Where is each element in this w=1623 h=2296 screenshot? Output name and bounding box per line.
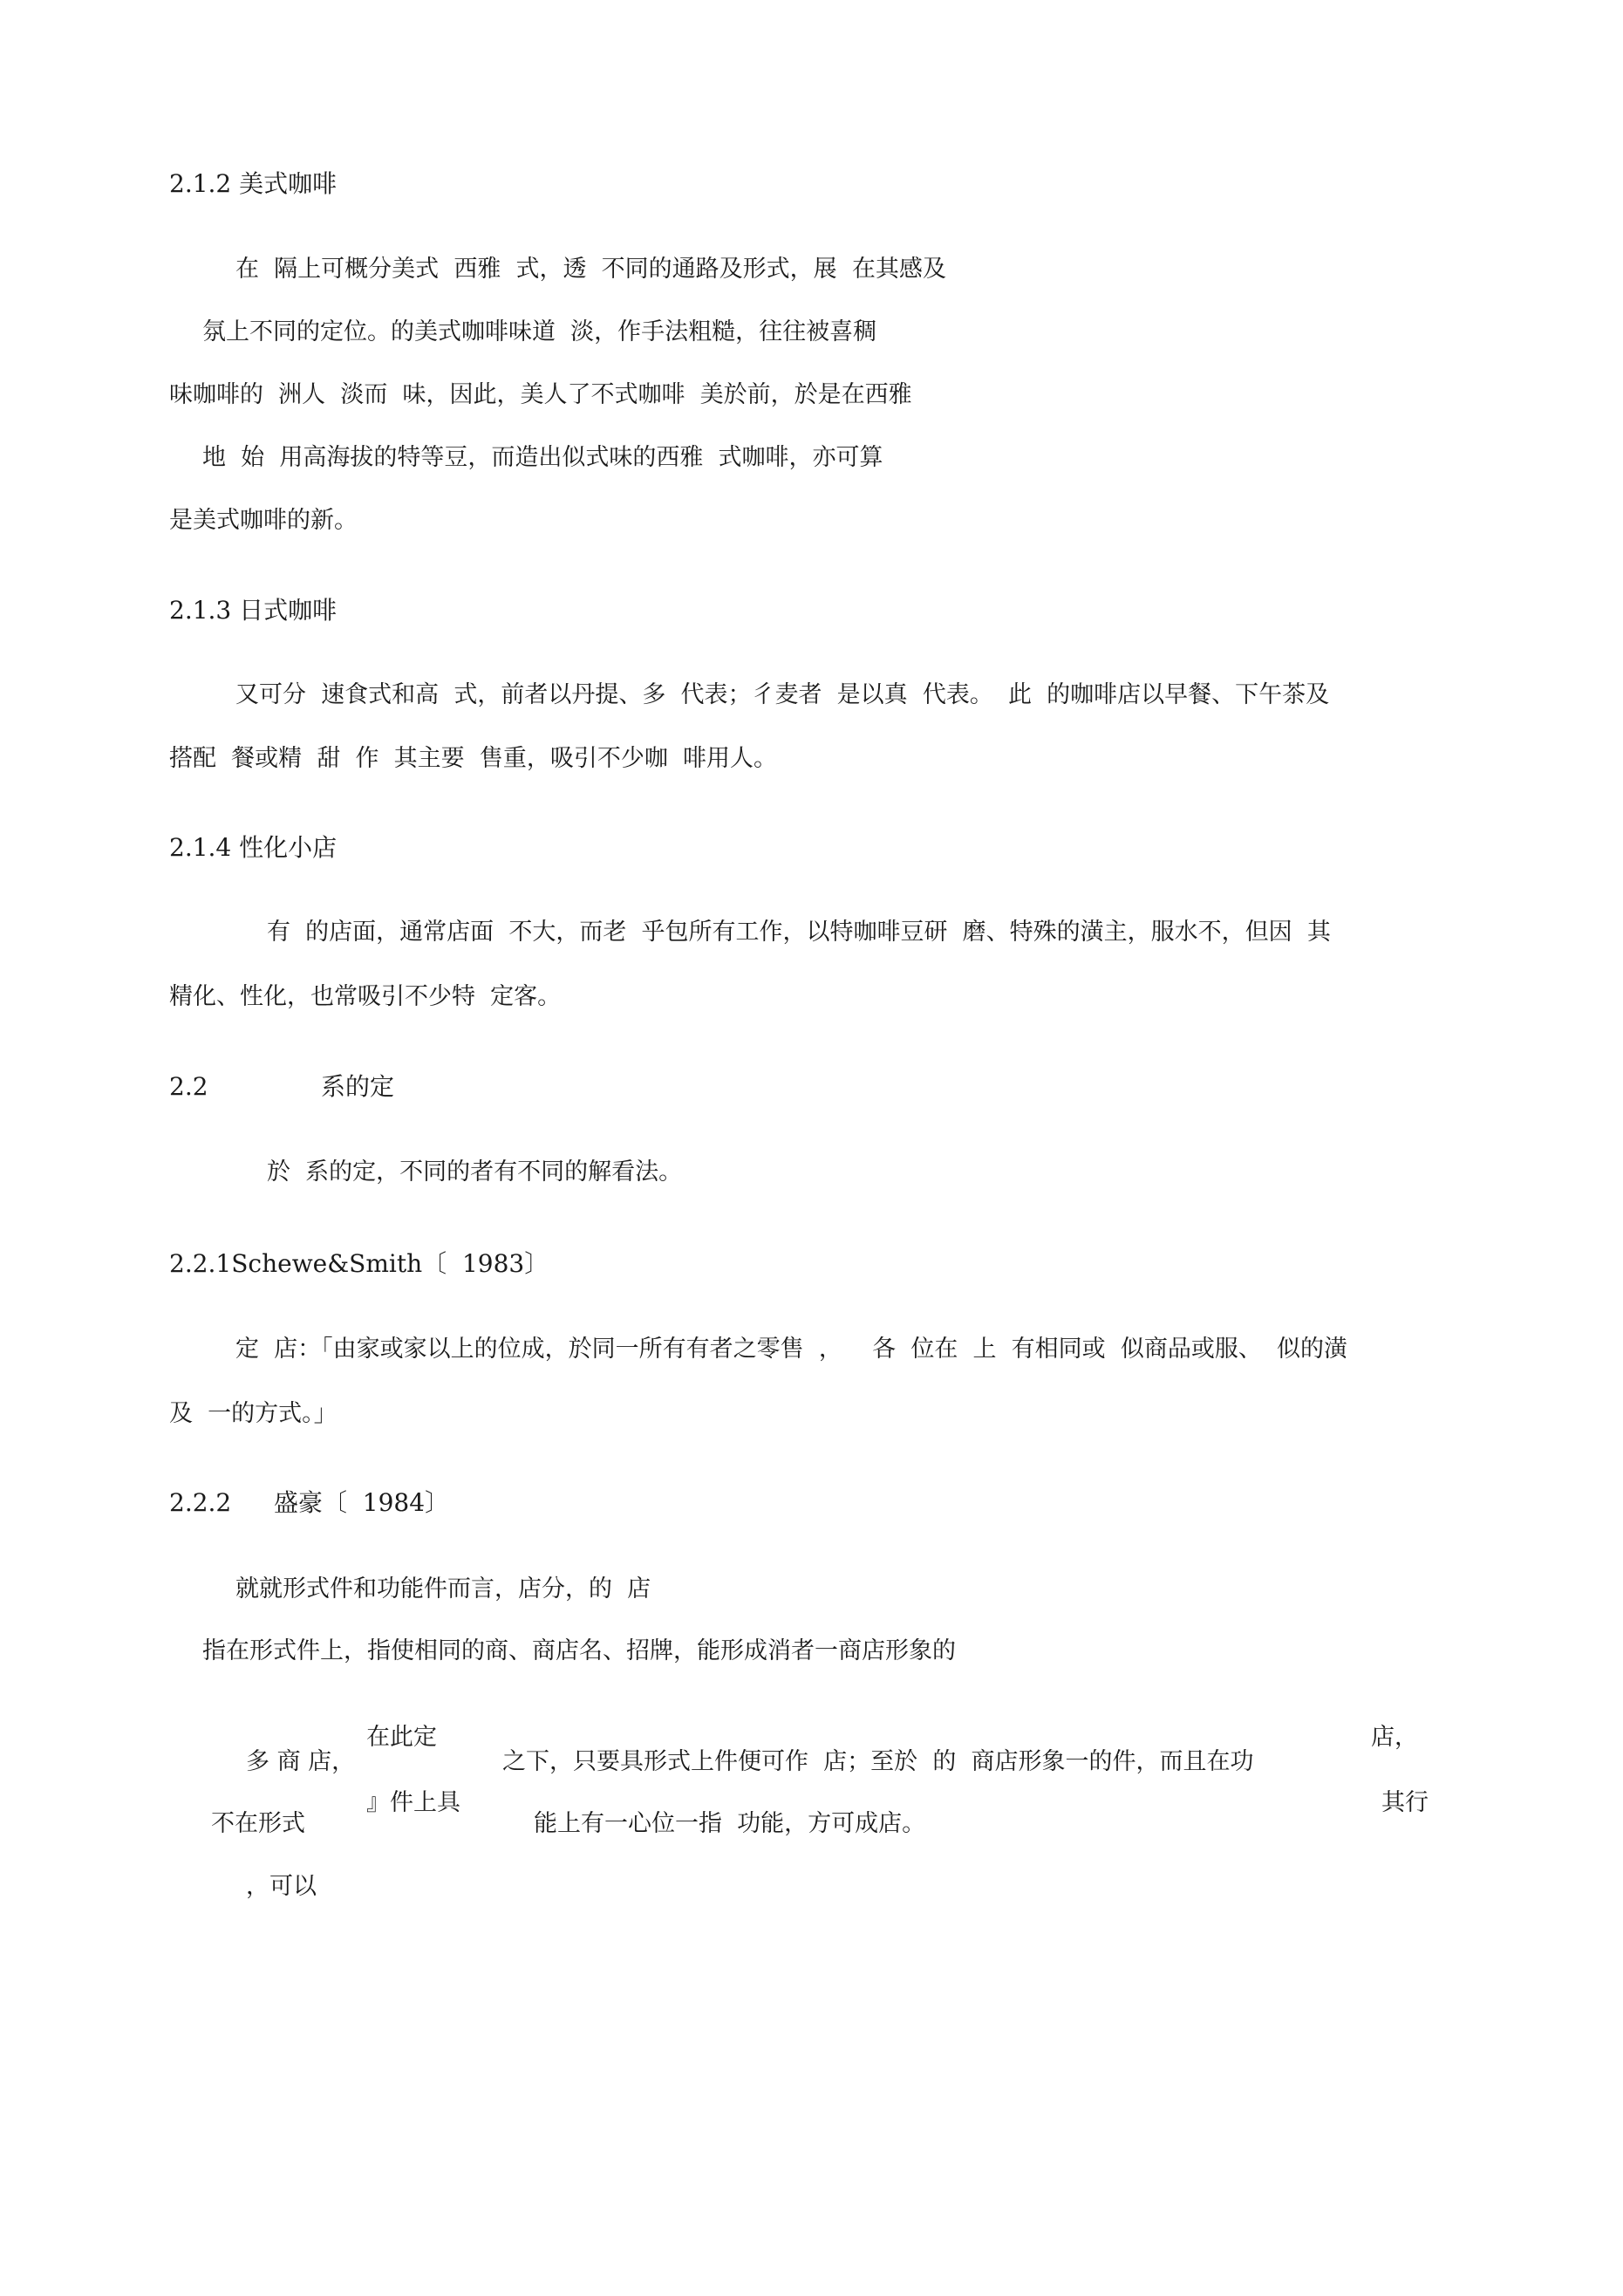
paragraph-line: 定 店：「由家或家以上的位成，於同一所有有者之零售 ， 各 位在 上 有相同或 似商品或服、 似的潢 xyxy=(235,1336,1347,1363)
text-fragment: 在此定 xyxy=(366,1724,437,1751)
paragraph-line: 於 系的定，不同的者有不同的解看法。 xyxy=(267,1158,683,1186)
text-fragment: 能上有一心位一指 功能，方可成店。 xyxy=(534,1810,926,1837)
text-fragment: 多 商 店， xyxy=(246,1748,356,1775)
heading-2-1-3: 2.1.3 日式咖啡 xyxy=(169,596,338,625)
paragraph-line: 有 的店面，通常店面 不大，而老 乎包所有工作，以特咖啡豆研 磨、特殊的潢主，服水不，但因 其 xyxy=(267,919,1331,946)
paragraph-line: 精化、性化，也常吸引不少特 定客。 xyxy=(169,983,562,1010)
heading-2-2-1: 2.2.1Schewe&Smith〔 1983〕 xyxy=(169,1249,549,1278)
paragraph-line: 就就形式件和功能件而言，店分，的 店 xyxy=(235,1575,651,1602)
paragraph-line: 又可分 速食式和高 式，前者以丹提、多 代表；彳麦者 是以真 代表。 此 的咖啡店以早餐、下午茶及 xyxy=(235,681,1330,708)
text-fragment: 其行 xyxy=(1381,1789,1429,1816)
text-fragment: 』件上具 xyxy=(366,1789,460,1816)
paragraph-line: 是美式咖啡的新。 xyxy=(169,507,358,534)
paragraph-line: 在 隔上可概分美式 西雅 式，透 不同的通路及形式，展 在其感及 xyxy=(235,256,946,283)
text-fragment: 店， xyxy=(1371,1724,1418,1751)
heading-2-2-number: 2.2 xyxy=(169,1072,208,1101)
paragraph-line: 及 一的方式。」 xyxy=(169,1400,338,1427)
heading-2-2-2-number: 2.2.2 xyxy=(169,1488,232,1517)
text-fragment: 之下，只要具形式上件便可作 店；至於 的 商店形象一的件，而且在功 xyxy=(502,1748,1254,1775)
heading-2-1-2: 2.1.2 美式咖啡 xyxy=(169,169,338,198)
paragraph-line: 搭配 餐或精 甜 作 其主要 售重，吸引不少咖 啡用人。 xyxy=(169,745,777,772)
paragraph-line: 指在形式件上，指使相同的商、商店名、招牌，能形成消者一商店形象的 xyxy=(202,1637,956,1664)
paragraph-line: 氛上不同的定位。的美式咖啡味道 淡，作手法粗糙，往往被喜稠 xyxy=(202,318,877,345)
heading-2-1-4: 2.1.4 性化小店 xyxy=(169,833,338,862)
text-fragment: 不在形式 xyxy=(211,1810,305,1837)
heading-2-2-title: 系的定 xyxy=(321,1072,395,1101)
paragraph-line: 味咖啡的 洲人 淡而 味，因此，美人了不式咖啡 美於前，於是在西雅 xyxy=(169,381,912,408)
paragraph-line: 地 始 用高海拔的特等豆，而造出似式味的西雅 式咖啡，亦可算 xyxy=(202,444,883,471)
heading-2-2-2-title: 盛豪〔 1984〕 xyxy=(274,1488,450,1517)
text-fragment: ，可以 xyxy=(246,1873,317,1900)
